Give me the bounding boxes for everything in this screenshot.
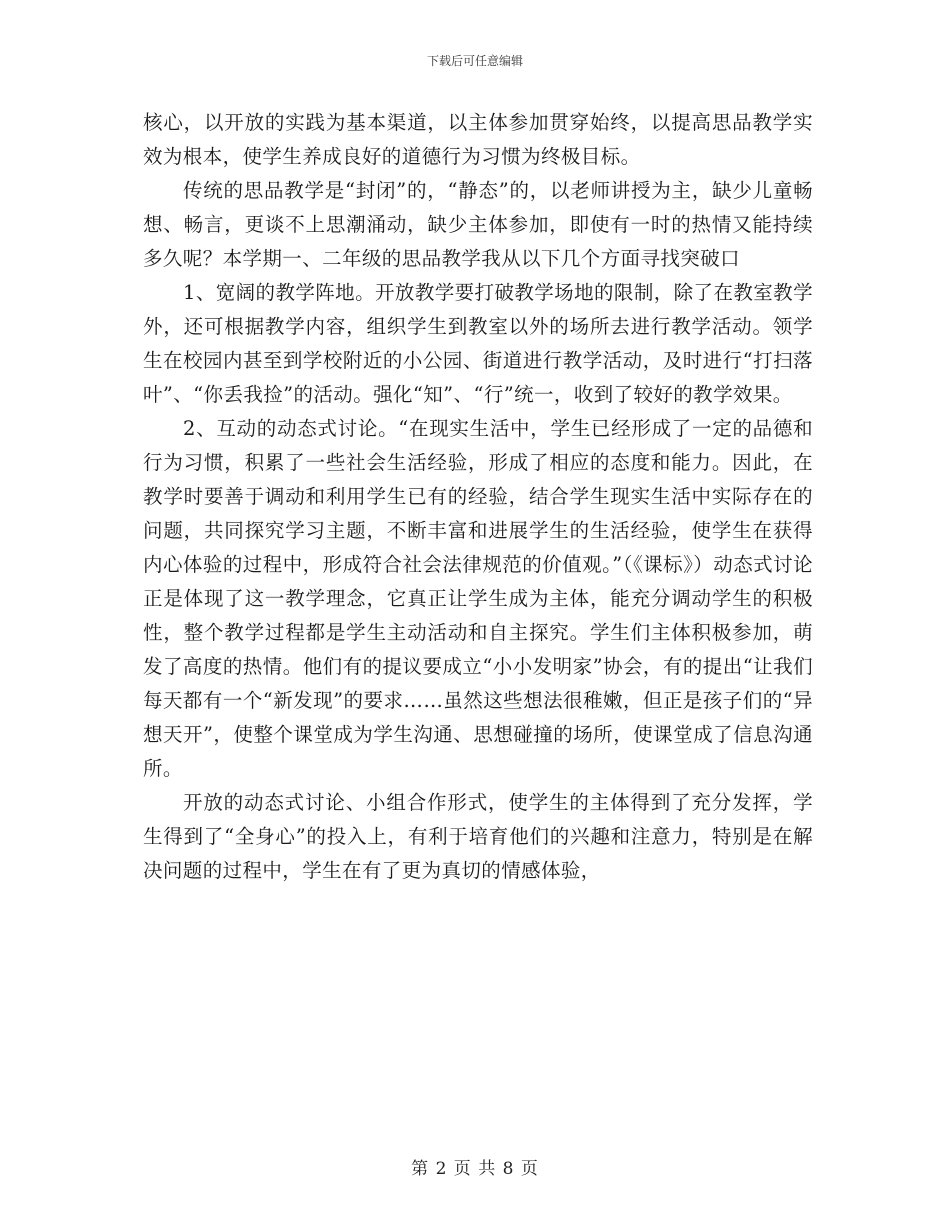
header-note: 下载后可任意编辑 xyxy=(426,54,523,68)
page-header xyxy=(0,52,950,69)
paragraph-5: 开放的动态式讨论、小组合作形式，使学生的主体得到了充分发挥，学生得到了“全身心”的投入上，有利于培育他们的兴趣和注意力，特别是在解决问题的过程中，学生在有了更为真切的情感体验， xyxy=(143,791,813,882)
document-body xyxy=(143,106,813,888)
paragraph-3: 1、宽阔的教学阵地。开放教学要打破教学场地的限制，除了在教室教学外，还可根据教学内容，组织学生到教室以外的场所去进行教学活动。领学生在校园内甚至到学校附近的小公园、街道进行教学活动，及时进行“打扫落叶”、“你丢我捡”的活动。强化“知”、“行”统一，收到了较好的教学效果。 xyxy=(143,281,813,406)
page-footer xyxy=(0,1154,950,1179)
paragraph-4: 2、互动的动态式讨论。“在现实生活中，学生已经形成了一定的品德和行为习惯，积累了一些社会生活经验，形成了相应的态度和能力。因此，在教学时要善于调动和利用学生已有的经验，结合学生现实生活中实际存在的问题，共同探究学习主题，不断丰富和进展学生的生活经验，使学生在获得内心体验的过程中，形成符合社会法律规范的价值观。”（《课标》）动态式讨论正是体现了这一教学理念，它真正让学生成为主体，能充分调动学生的积极性，整个教学过程都是学生主动活动和自主探究。学生们主体积极参加，萌发了高度的热情。他们有的提议要成立“小小发明家”协会，有的提出“让我们每天都有一个“新发现”的要求……虽然这些想法很稚嫩，但正是孩子们的“异想天开”，使整个课堂成为学生沟通、思想碰撞的场所，使课堂成了信息沟通所。 xyxy=(143,417,813,780)
page-number: 第 2 页 共 8 页 xyxy=(411,1159,539,1179)
paragraph-2: 传统的思品教学是“封闭”的，“静态”的，以老师讲授为主，缺少儿童畅想、畅言，更谈不上思潮涌动，缺少主体参加，即使有一时的热情又能持续多久呢？本学期一、二年级的思品教学我从以下几个方面寻找突破口 xyxy=(143,179,813,270)
paragraph-1: 核心，以开放的实践为基本渠道，以主体参加贯穿始终，以提高思品教学实效为根本，使学生养成良好的道德行为习惯为终极目标。 xyxy=(143,111,813,168)
